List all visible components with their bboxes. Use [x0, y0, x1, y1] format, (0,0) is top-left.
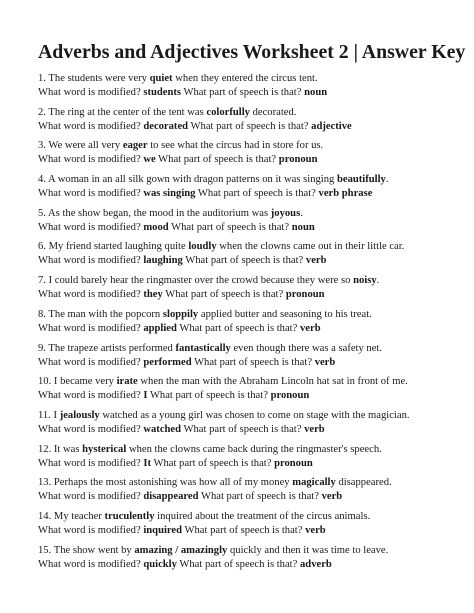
sentence-pre: I became very [53, 376, 117, 388]
sentence-post: . [376, 275, 380, 287]
question-sentence [38, 240, 448, 254]
part-of-speech-answer: verb [304, 423, 325, 435]
modified-question-label: What word is modified? [38, 322, 141, 334]
number: 12. [38, 443, 52, 455]
part-of-speech-question-label: What part of speech is that? [171, 221, 290, 233]
key-word: quiet [149, 73, 173, 84]
key-word: fantastically [175, 342, 231, 354]
modified-answer: disappeared [143, 491, 199, 503]
answer-line [38, 558, 448, 572]
modified-question-label: What word is modified? [38, 221, 141, 233]
modified-question-label: What word is modified? [38, 154, 141, 166]
sentence-pre: Perhaps the most astonishing was how all of my money [53, 477, 293, 489]
key-word: loudly [188, 241, 217, 253]
part-of-speech-answer: adjective [311, 120, 352, 132]
modified-answer: laughing [143, 255, 183, 267]
modified-answer: mood [143, 221, 169, 233]
question-item [38, 375, 448, 409]
sentence-post: when the clowns came out in their little car. [216, 241, 405, 253]
modified-question-label: What word is modified? [38, 423, 141, 435]
question-sentence [38, 173, 448, 187]
part-of-speech-question-label: What part of speech is that? [149, 390, 268, 402]
question-sentence [38, 510, 448, 524]
number: 1. [38, 73, 46, 84]
sentence-pre: As the show began, the mood in the auditorium was [48, 207, 271, 219]
sentence-pre: My friend started laughing quite [48, 241, 189, 253]
sentence-pre: We were all very [48, 140, 123, 152]
answer-line [38, 120, 448, 134]
question-sentence [38, 308, 448, 322]
number: 15. [38, 544, 52, 556]
question-sentence [38, 443, 448, 457]
question-item [38, 409, 448, 443]
part-of-speech-question-label: What part of speech is that? [153, 457, 272, 469]
question-item [38, 308, 448, 342]
part-of-speech-answer: verb [314, 356, 336, 368]
question-sentence [38, 409, 448, 423]
question-sentence [38, 106, 448, 120]
number: 7. [38, 275, 46, 287]
sentence-pre: The man with the popcorn [48, 308, 163, 320]
sentence-pre: I could barely hear the ringmaster over the crowd because they were so [48, 275, 354, 287]
modified-answer: performed [143, 356, 192, 368]
answer-line [38, 356, 448, 370]
part-of-speech-question-label: What part of speech is that? [179, 558, 298, 570]
question-item [38, 342, 448, 376]
number: 5. [38, 207, 46, 219]
answer-line [38, 490, 448, 504]
modified-answer: students [143, 87, 182, 98]
part-of-speech-question-label: What part of speech is that? [190, 120, 309, 132]
sentence-post: when the man with the Abraham Lincoln hat sat in front of me. [137, 376, 408, 388]
answer-line [38, 254, 448, 268]
key-word: colorfully [206, 106, 250, 118]
part-of-speech-answer: pronoun [274, 457, 313, 469]
modified-question-label: What word is modified? [38, 255, 141, 267]
modified-answer: decorated [143, 120, 189, 132]
sentence-pre: The trapeze artists performed [48, 342, 176, 354]
part-of-speech-question-label: What part of speech is that? [179, 322, 298, 334]
key-word: magically [292, 477, 336, 489]
part-of-speech-answer: noun [291, 221, 315, 233]
part-of-speech-answer: verb phrase [318, 188, 373, 200]
part-of-speech-question-label: What part of speech is that? [197, 188, 316, 200]
sentence-pre: A woman in an all silk gown with dragon patterns on it was singing [48, 174, 337, 186]
part-of-speech-question-label: What part of speech is that? [165, 289, 284, 301]
sentence-post: disappeared. [335, 477, 392, 489]
modified-answer: It [143, 457, 151, 469]
question-list [38, 72, 448, 577]
page-title: Adverbs and Adjectives Worksheet 2 | Answer Key [38, 41, 466, 63]
sentence-post: . [385, 174, 389, 186]
part-of-speech-question-label: What part of speech is that? [183, 423, 302, 435]
answer-line [38, 187, 448, 201]
modified-question-label: What word is modified? [38, 289, 141, 301]
question-item [38, 106, 448, 140]
question-sentence [38, 544, 448, 558]
key-word: beautifully [336, 174, 386, 186]
number: 9. [38, 342, 46, 354]
answer-line [38, 288, 448, 302]
number: 8. [38, 308, 46, 320]
question-sentence [38, 476, 448, 490]
part-of-speech-question-label: What part of speech is that? [184, 524, 303, 536]
sentence-pre: The students were very [48, 73, 150, 84]
key-word: noisy [353, 275, 377, 287]
question-item [38, 510, 448, 544]
part-of-speech-answer: verb [305, 255, 327, 267]
question-item [38, 240, 448, 274]
number: 3. [38, 140, 46, 152]
part-of-speech-question-label: What part of speech is that? [194, 356, 313, 368]
sentence-post: quickly and then it was time to leave. [227, 544, 389, 556]
sentence-post: when they entered the circus tent. [172, 73, 318, 84]
modified-question-label: What word is modified? [38, 491, 141, 503]
number: 11. [38, 409, 51, 421]
key-word: eager [122, 140, 148, 152]
modified-question-label: What word is modified? [38, 558, 141, 570]
modified-answer: quickly [143, 558, 177, 570]
answer-line [38, 457, 448, 471]
question-item [38, 544, 448, 578]
modified-answer: I [143, 390, 148, 402]
answer-line [38, 221, 448, 235]
sentence-pre: I [53, 409, 60, 421]
sentence-pre: My teacher [53, 510, 105, 522]
part-of-speech-answer: verb [305, 524, 326, 536]
modified-answer: they [143, 289, 163, 301]
modified-answer: applied [143, 322, 177, 334]
modified-question-label: What word is modified? [38, 356, 141, 368]
number: 10. [38, 376, 52, 388]
number: 4. [38, 174, 46, 186]
key-word: joyous [270, 207, 301, 219]
question-sentence [38, 207, 448, 221]
sentence-post: even though there was a safety net. [230, 342, 383, 354]
key-word: jealously [59, 409, 100, 421]
modified-question-label: What word is modified? [38, 457, 141, 469]
answer-line [38, 153, 448, 167]
question-item [38, 476, 448, 510]
question-item [38, 207, 448, 241]
answer-line [38, 389, 448, 403]
part-of-speech-answer: verb [300, 322, 321, 334]
sentence-post: applied butter and seasoning to his treat. [198, 308, 372, 320]
modified-answer: we [143, 154, 156, 166]
sentence-pre: The ring at the center of the tent was [48, 106, 207, 118]
question-item [38, 173, 448, 207]
key-word: truculently [104, 510, 155, 522]
part-of-speech-question-label: What part of speech is that? [158, 154, 277, 166]
part-of-speech-question-label: What part of speech is that? [183, 87, 302, 98]
sentence-post: . [300, 207, 303, 219]
part-of-speech-answer: pronoun [285, 289, 325, 301]
sentence-pre: It was [53, 443, 83, 455]
answer-line [38, 524, 448, 538]
question-item [38, 139, 448, 173]
number: 13. [38, 477, 52, 489]
answer-line [38, 423, 448, 437]
sentence-post: inquired about the treatment of the circus animals. [154, 510, 371, 522]
sentence-post: decorated. [249, 106, 297, 118]
modified-question-label: What word is modified? [38, 87, 141, 98]
sentence-post: watched as a young girl was chosen to come on stage with the magician. [99, 409, 410, 421]
question-sentence [38, 342, 448, 356]
modified-question-label: What word is modified? [38, 188, 141, 200]
sentence-post: when the clowns came back during the ringmaster's speech. [126, 443, 382, 455]
part-of-speech-answer: verb [321, 491, 343, 503]
part-of-speech-question-label: What part of speech is that? [185, 255, 304, 267]
number: 6. [38, 241, 46, 253]
answer-line [38, 86, 448, 100]
modified-question-label: What word is modified? [38, 120, 141, 132]
question-sentence [38, 72, 448, 86]
number: 2. [38, 106, 46, 118]
modified-answer: inquired [143, 524, 183, 536]
question-item [38, 274, 448, 308]
question-sentence [38, 274, 448, 288]
part-of-speech-answer: pronoun [270, 390, 310, 402]
number: 14. [38, 510, 52, 522]
modified-answer: was singing [143, 188, 196, 200]
sentence-post: to see what the circus had in store for us. [147, 140, 324, 152]
question-item [38, 443, 448, 477]
answer-line [38, 322, 448, 336]
key-word: hysterical [82, 443, 127, 455]
key-word: sloppily [162, 308, 199, 320]
part-of-speech-answer: pronoun [278, 154, 318, 166]
part-of-speech-question-label: What part of speech is that? [200, 491, 319, 503]
modified-answer: watched [143, 423, 182, 435]
modified-question-label: What word is modified? [38, 390, 141, 402]
part-of-speech-answer: noun [304, 87, 328, 98]
question-item [38, 72, 448, 106]
key-word: irate [116, 376, 138, 388]
part-of-speech-answer: adverb [300, 558, 332, 570]
modified-question-label: What word is modified? [38, 524, 141, 536]
question-sentence [38, 375, 448, 389]
key-word: amazing / amazingly [134, 544, 228, 556]
question-sentence [38, 139, 448, 153]
sentence-pre: The show went by [53, 544, 135, 556]
